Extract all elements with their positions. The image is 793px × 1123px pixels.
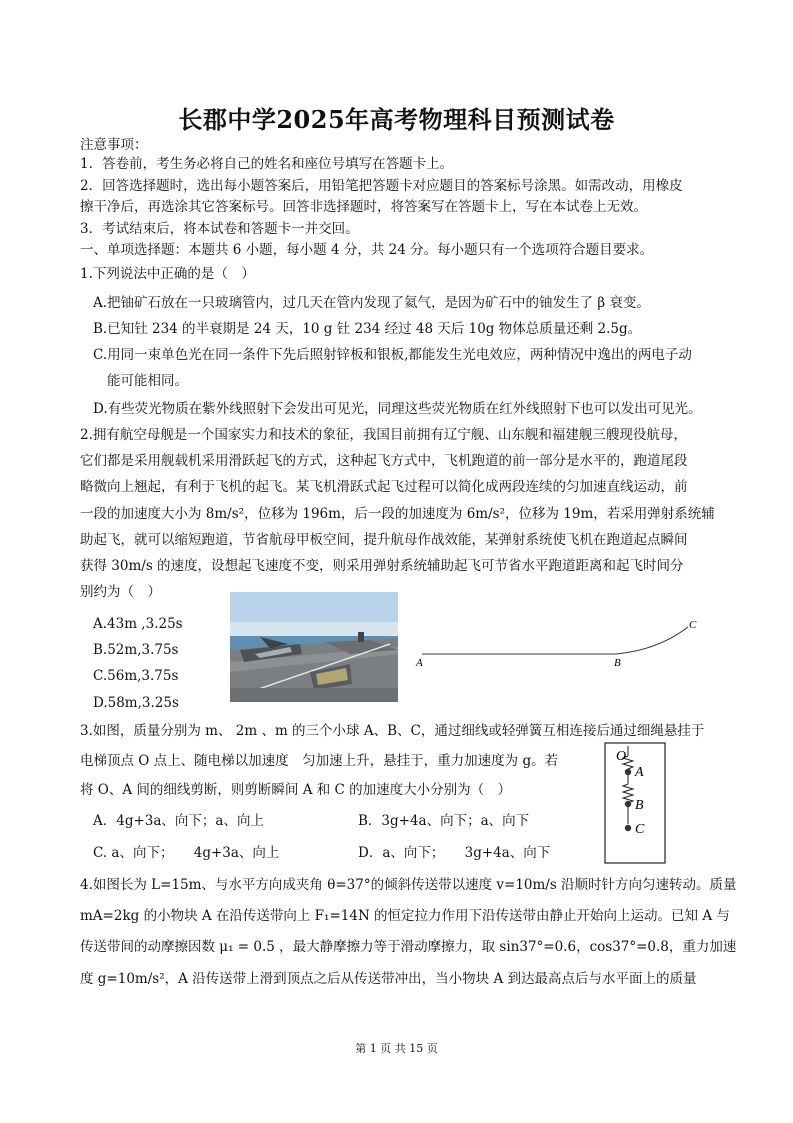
label-c: C	[635, 822, 645, 837]
carrier-illustration	[230, 592, 398, 702]
q2-text: 它们都是采用舰载机采用滑跃起飞的方式，这种起飞方式中，飞机跑道的前一部分是水平的，跑道尾段	[80, 453, 688, 469]
q2-option-c: C.56m,3.75s	[93, 668, 179, 684]
q1-stem: 1.下列说法中正确的是（ ）	[80, 266, 255, 282]
runway-diagram	[408, 612, 708, 672]
carrier-photo	[230, 592, 398, 702]
q2-text: 别约为（ ）	[80, 584, 161, 600]
q4-text: 4.如图长为 L=15m、与水平方向成夹角 θ=37°的倾斜传送带以速度 v=10m/s 沿顺时针方向匀速转动。质量	[80, 877, 737, 893]
q2-option-d: D.58m,3.25s	[93, 695, 179, 711]
notice-heading: 注意事项：	[80, 137, 148, 153]
page-footer: 第 1 页 共 15 页	[355, 1042, 438, 1055]
q1-option-c-cont: 能可能相同。	[107, 373, 188, 389]
q2-text: 2.拥有航空母舰是一个国家实力和技术的象征，我国目前拥有辽宁舰、山东舰和福建舰三艘现役航母，	[80, 427, 687, 443]
spring-svg	[604, 742, 666, 864]
notice-item: 2．回答选择题时，选出每小题答案后，用铅笔把答题卡对应题目的答案标号涂黑。如需改动，用橡皮	[80, 178, 683, 194]
q2-text: 获得 30m/s 的速度，设想起飞速度不变，则采用弹射系统辅助起飞可节省水平跑道距离和起飞时间分	[80, 558, 684, 574]
q3-option-c: C. a、向下； 4g+3a、向上	[93, 845, 280, 861]
label-b: B	[635, 798, 644, 813]
runway-svg	[408, 612, 708, 672]
q1-option-c: C.用同一束单色光在同一条件下先后照射锌板和银板,都能发生光电效应，两种情况中逸出的两电子动	[93, 347, 692, 363]
q3-text: 3.如图，质量分别为 m、 2m 、m 的三个小球 A、B、C，通过细线或轻弹簧互相连接后通过细绳悬挂于	[80, 723, 705, 739]
label-o: O	[616, 749, 627, 764]
q3-text: 将 O、A 间的细线剪断，则剪断瞬间 A 和 C 的加速度大小分别为（ ）	[80, 782, 512, 798]
section-heading: 一、单项选择题：本题共 6 小题，每小题 4 分，共 24 分。每小题只有一个选项符合题目要求。	[80, 242, 654, 258]
page-title: 长郡中学2025年高考物理科目预测试卷	[178, 105, 615, 134]
q2-text: 助起飞，就可以缩短跑道，节省航母甲板空间，提升航母作战效能，某弹射系统使飞机在跑道起点瞬间	[80, 532, 688, 548]
q3-option-b: B．3g+4a、向下；a、向下	[358, 813, 530, 829]
label-b: B	[614, 657, 621, 669]
q4-text: 传送带间的动摩擦因数 μ₁ = 0.5 ，最大静摩擦力等于滑动摩擦力，取 sin37°=0.6，cos37°=0.8，重力加速	[80, 939, 737, 955]
notice-item: 3．考试结束后，将本试卷和答题卡一并交回。	[80, 221, 359, 237]
label-c: C	[689, 619, 697, 631]
q2-option-b: B.52m,3.75s	[93, 642, 179, 658]
q3-option-d: D．a、向下； 3g+4a、向下	[358, 845, 551, 861]
q3-text: 电梯顶点 O 点上、随电梯以加速度 匀加速上升，悬挂于，重力加速度为 g。若	[80, 753, 559, 769]
q4-text: mA=2kg 的小物块 A 在沿传送带向上 F₁=14N 的恒定拉力作用下沿传送带由静止开始向上运动。已知 A 与	[80, 908, 730, 924]
q1-option-b: B.已知钍 234 的半衰期是 24 天，10 g 钍 234 经过 48 天后 10g 物体总质量还剩 2.5g。	[93, 321, 642, 337]
q2-text: 略微向上翘起，有利于飞机的起飞。某飞机滑跃式起飞过程可以简化成两段连续的匀加速直线运动，前	[80, 479, 688, 495]
q1-option-a: A.把铀矿石放在一只玻璃管内，过几天在管内发现了氦气，是因为矿石中的铀发生了 β 衰变。	[93, 295, 650, 311]
notice-item: 1．答卷前，考生务必将自己的姓名和座位号填写在答题卡上。	[80, 156, 454, 172]
q2-option-a: A.43m ,3.25s	[93, 616, 183, 632]
label-a: A	[635, 765, 644, 780]
spring-diagram	[604, 742, 666, 864]
q4-text: 度 g=10m/s²，A 沿传送带上滑到顶点之后从传送带冲出，当小物块 A 到达最高点后与水平面上的质量	[80, 971, 697, 987]
q2-text: 一段的加速度大小为 8m/s²，位移为 196m，后一段的加速度为 6m/s²，位移为 19m，若采用弹射系统辅	[80, 506, 715, 522]
q3-option-a: A．4g+3a、向下；a、向上	[93, 813, 264, 829]
notice-item: 擦干净后，再选涂其它答案标号。回答非选择题时，将答案写在答题卡上，写在本试卷上无效。	[80, 199, 647, 215]
q1-option-d: D.有些荧光物质在紫外线照射下会发出可见光，同理这些荧光物质在红外线照射下也可以发出可见光。	[93, 401, 702, 417]
label-a: A	[416, 657, 423, 669]
